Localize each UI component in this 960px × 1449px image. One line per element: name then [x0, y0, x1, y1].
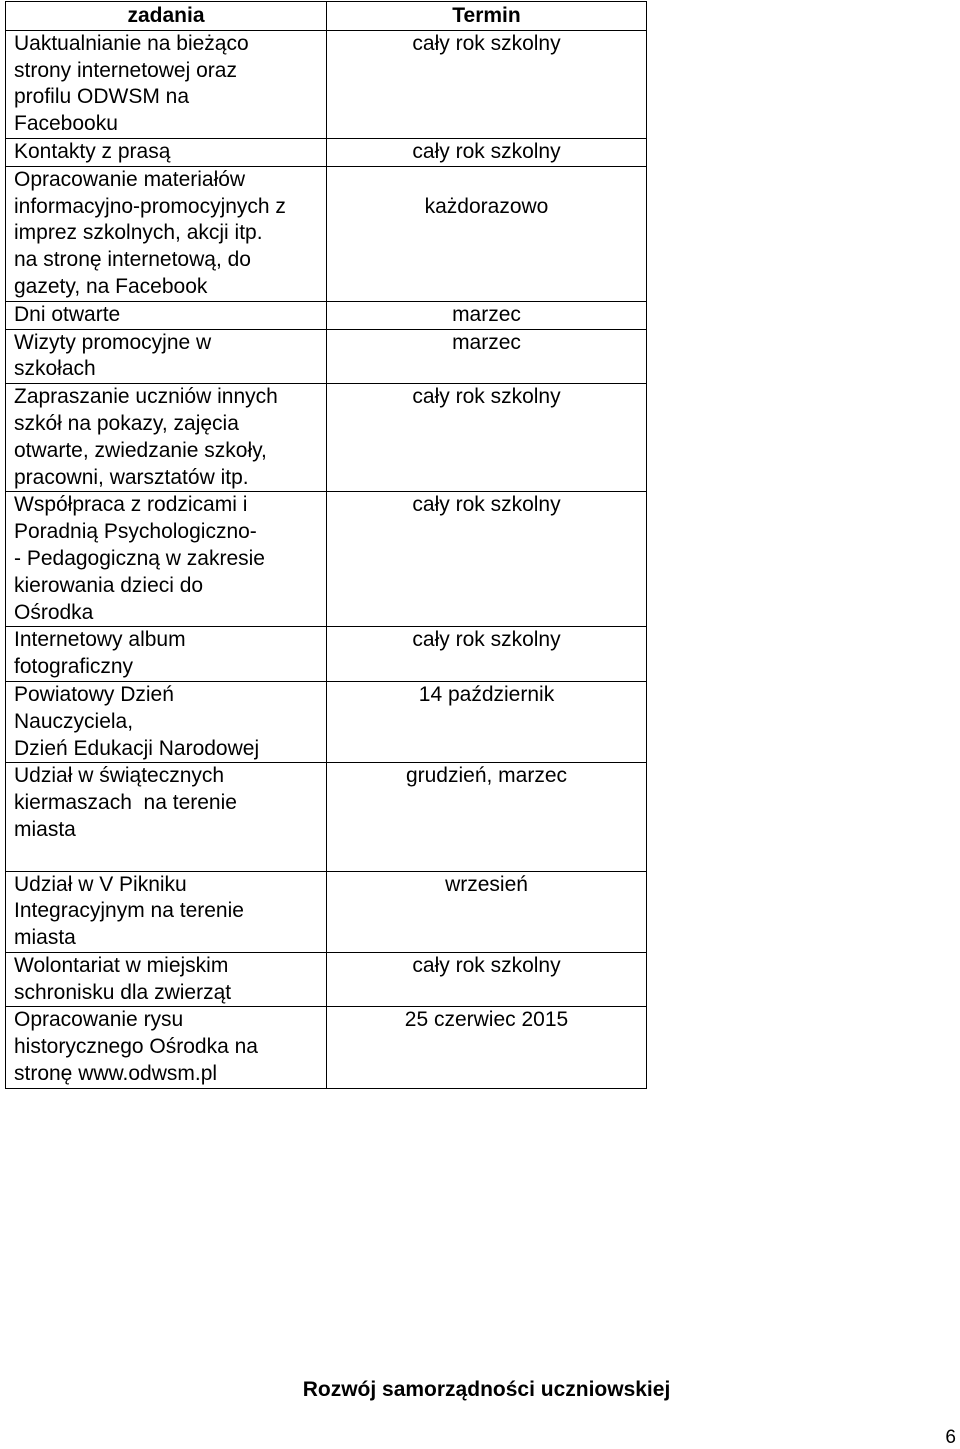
- task-text-line: Integracyjnym na terenie: [14, 899, 244, 923]
- term-cell: [327, 30, 647, 138]
- task-text-line: pracowni, warsztatów itp.: [14, 465, 249, 489]
- term-text-line: każdorazowo: [424, 194, 549, 218]
- task-text-line: Udział w V Pikniku: [14, 872, 187, 896]
- task-cell: [6, 952, 327, 1007]
- term-text-line: [327, 167, 646, 194]
- table-row: [6, 30, 647, 138]
- task-text-line: Opracowanie materiałów: [14, 167, 246, 191]
- task-text-line: Udział w świątecznych: [14, 764, 225, 788]
- task-text-line: Opracowanie rysu: [14, 1008, 184, 1032]
- task-cell: [6, 329, 327, 384]
- page-number: 6: [945, 1427, 956, 1448]
- task-text-line: Wolontariat w miejskim: [14, 953, 229, 977]
- task-text-line: - Pedagogiczną w zakresie: [14, 546, 265, 570]
- task-text-line: Powiatowy Dzień: [14, 682, 174, 706]
- term-cell: [327, 952, 647, 1007]
- table-row: [6, 681, 647, 762]
- term-cell: [327, 492, 647, 627]
- term-cell: [327, 329, 647, 384]
- task-text-line: historycznego Ośrodka na: [14, 1035, 258, 1059]
- tasks-table: [5, 1, 647, 1089]
- task-cell: [6, 166, 327, 301]
- term-cell: [327, 384, 647, 492]
- term-cell: [327, 1007, 647, 1088]
- term-cell: [327, 138, 647, 166]
- table-row: [6, 952, 647, 1007]
- task-cell: [6, 627, 327, 682]
- term-cell: [327, 871, 647, 952]
- term-cell: [327, 301, 647, 329]
- task-text-line: [14, 844, 322, 871]
- task-text-line: strony internetowej oraz: [14, 58, 237, 82]
- task-text-line: gazety, na Facebook: [14, 274, 208, 298]
- task-text-line: kierowania dzieci do: [14, 573, 204, 597]
- table-row: [6, 871, 647, 952]
- task-text-line: Współpraca z rodzicami i: [14, 493, 248, 517]
- task-text-line: Zapraszanie uczniów innych: [14, 385, 278, 409]
- table-row: [6, 1007, 647, 1088]
- table-header-row: [6, 2, 647, 31]
- task-text-line: Dzień Edukacji Narodowej: [14, 736, 260, 760]
- term-text-line: cały rok szkolny: [412, 385, 561, 409]
- task-text-line: szkół na pokazy, zajęcia: [14, 411, 239, 435]
- task-text-line: Facebooku: [14, 112, 118, 136]
- table-row: [6, 384, 647, 492]
- task-text-line: Poradnią Psychologiczno-: [14, 520, 257, 544]
- task-text-line: stronę www.odwsm.pl: [14, 1062, 218, 1086]
- term-text-line: cały rok szkolny: [412, 953, 561, 977]
- task-cell: [6, 301, 327, 329]
- table-row: [6, 166, 647, 301]
- term-text-line: 25 czerwiec 2015: [404, 1008, 569, 1032]
- task-text-line: Wizyty promocyjne w: [14, 330, 212, 354]
- task-text-line: informacyjno-promocyjnych z: [14, 194, 286, 218]
- task-text-line: Internetowy album: [14, 628, 186, 652]
- term-text-line: 14 październik: [418, 682, 555, 706]
- task-text-line: otwarte, zwiedzanie szkoły,: [14, 438, 267, 462]
- task-text-line: na stronę internetową, do: [14, 248, 251, 272]
- term-text-line: cały rok szkolny: [412, 139, 561, 163]
- task-cell: [6, 492, 327, 627]
- table-row: [6, 763, 647, 871]
- task-text-line: Kontakty z prasą: [14, 139, 171, 163]
- task-text-line: kiermaszach na terenie: [14, 791, 237, 815]
- page-footer-title: Rozwój samorządności uczniowskiej: [302, 1378, 671, 1401]
- table-row: [6, 329, 647, 384]
- term-text-line: wrzesień: [445, 872, 528, 896]
- term-cell: [327, 166, 647, 301]
- task-text-line: miasta: [14, 817, 76, 841]
- task-text-line: Nauczyciela,: [14, 709, 134, 733]
- term-text-line: grudzień, marzec: [405, 764, 568, 788]
- column-header-tasks: zadania: [6, 2, 327, 31]
- term-cell: [327, 681, 647, 762]
- task-cell: [6, 384, 327, 492]
- column-header-term: Termin: [327, 2, 647, 31]
- table-row: [6, 627, 647, 682]
- term-text-line: cały rok szkolny: [412, 628, 561, 652]
- task-text-line: Dni otwarte: [14, 302, 121, 326]
- task-text-line: Uaktualnianie na bieżąco: [14, 31, 249, 55]
- term-cell: [327, 763, 647, 871]
- task-text-line: profilu ODWSM na: [14, 85, 190, 109]
- task-cell: [6, 871, 327, 952]
- table-row: [6, 301, 647, 329]
- term-text-line: cały rok szkolny: [412, 493, 561, 517]
- term-text-line: cały rok szkolny: [412, 31, 561, 55]
- task-cell: [6, 681, 327, 762]
- table-row: [6, 492, 647, 627]
- task-cell: [6, 138, 327, 166]
- tasks-table-body: [6, 30, 647, 1088]
- task-text-line: schronisku dla zwierząt: [14, 980, 232, 1004]
- task-text-line: Ośrodka: [14, 600, 94, 624]
- term-text-line: marzec: [452, 330, 521, 354]
- task-text-line: szkołach: [14, 357, 96, 381]
- term-cell: [327, 627, 647, 682]
- task-text-line: fotograficzny: [14, 655, 134, 679]
- task-cell: [6, 30, 327, 138]
- task-text-line: imprez szkolnych, akcji itp.: [14, 221, 263, 245]
- term-text-line: marzec: [452, 302, 521, 326]
- task-cell: [6, 1007, 327, 1088]
- task-cell: [6, 763, 327, 871]
- task-text-line: miasta: [14, 926, 76, 950]
- table-row: [6, 138, 647, 166]
